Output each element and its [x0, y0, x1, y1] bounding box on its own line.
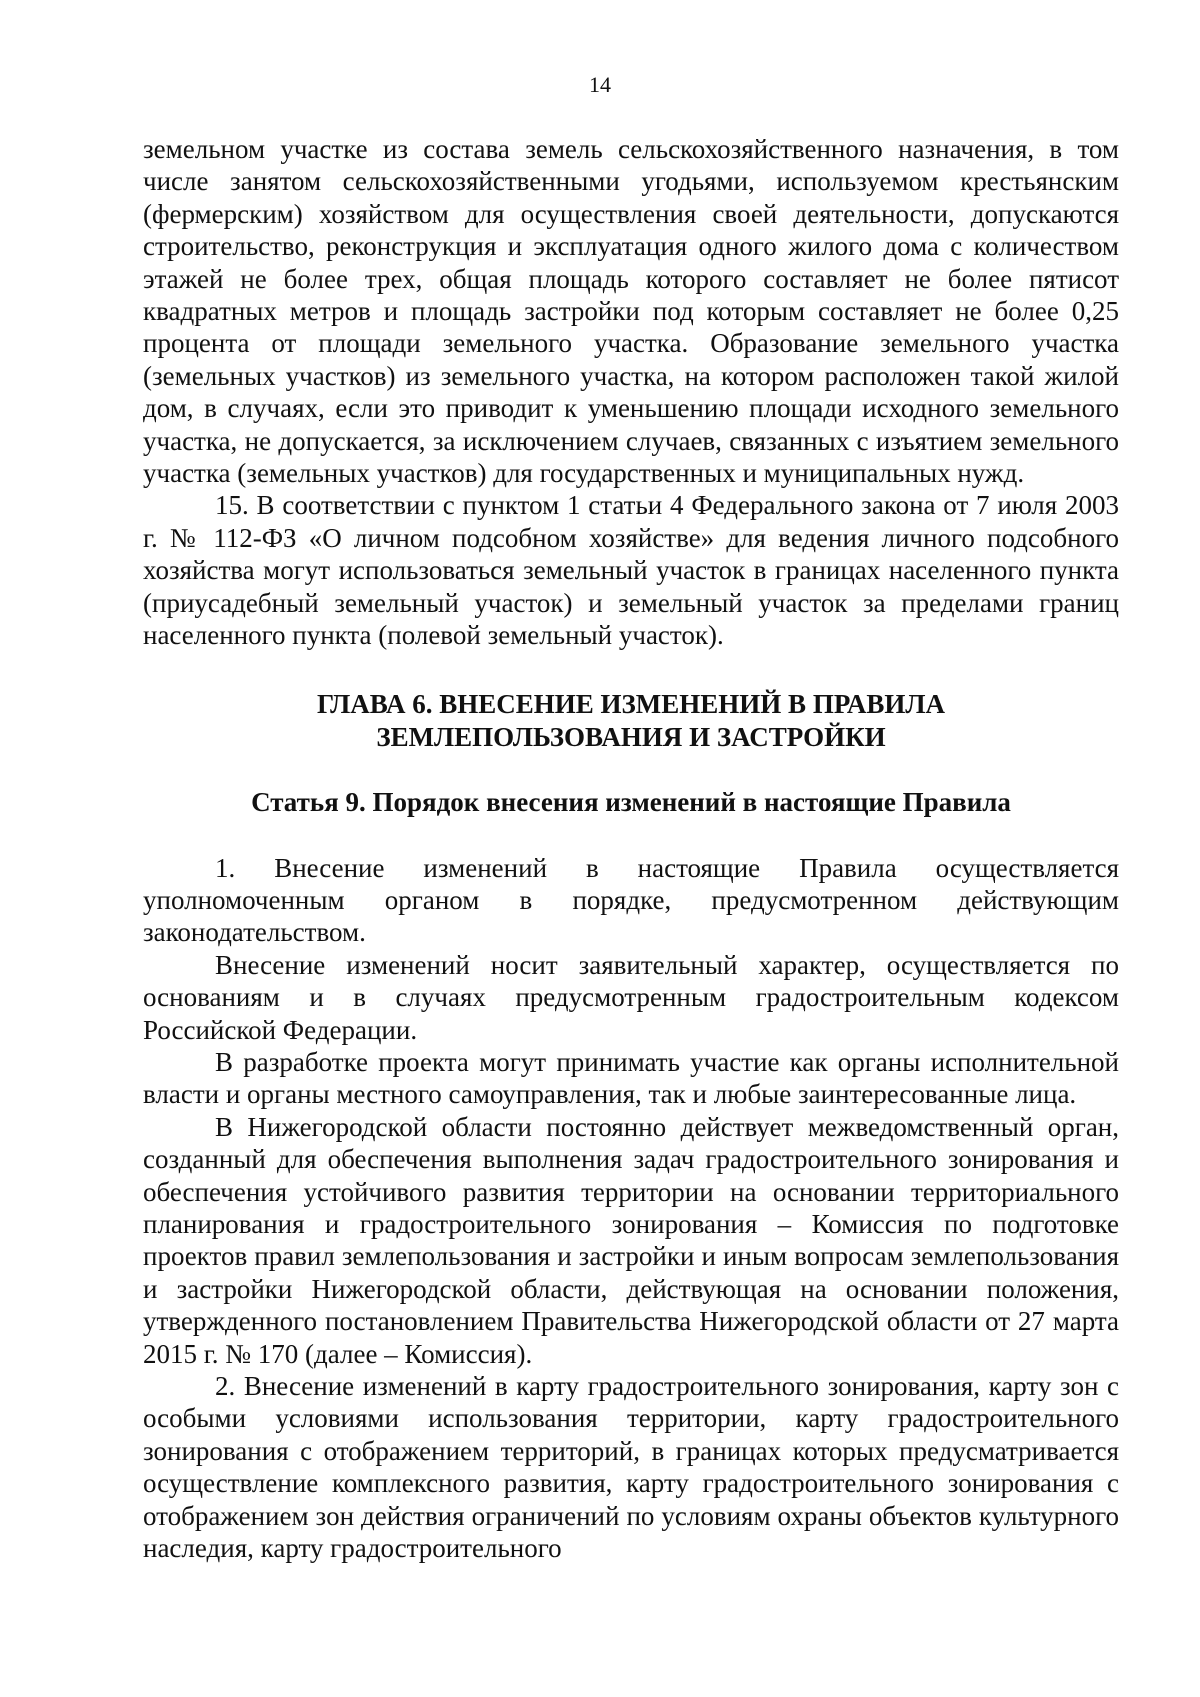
- paragraph-declarative-nature: Внесение изменений носит заявительный характер, осуществляется по основаниям и в случаях предусмотренным градостроительным кодексом Российской Федерации.: [143, 949, 1119, 1045]
- chapter-heading-line-1: ГЛАВА 6. ВНЕСЕНИЕ ИЗМЕНЕНИЙ В ПРАВИЛА: [316, 688, 945, 719]
- chapter-heading-line-2: ЗЕМЛЕПОЛЬЗОВАНИЯ И ЗАСТРОЙКИ: [376, 721, 886, 752]
- page-body: [143, 133, 1119, 1564]
- paragraph-item-1: 1. Внесение изменений в настоящие Правила осуществляется уполномоченным органом в порядке, предусмотренном действующим законодательством.: [143, 852, 1119, 948]
- page-number: 14: [589, 72, 611, 97]
- paragraph-commission: В Нижегородской области постоянно действует межведомственный орган, созданный для обеспечения выполнения задач градостроительного зонирования и обеспечения устойчивого развития территории на основании территориального планирования и градостроительного зонирования – Комиссия по подготовке проектов правил землепользования и застройки и иным вопросам землепользования и застройки Нижегородской области, действующая на основании положения, утвержденного постановлением Правительства Нижегородской области от 27 марта 2015 г. № 170 (далее – Комиссия).: [143, 1111, 1119, 1369]
- article-heading: Статья 9. Порядок внесения изменений в настоящие Правила: [251, 786, 1011, 817]
- paragraph-continued: земельном участке из состава земель сельскохозяйственного назначения, в том числе занятом сельскохозяйственными угодьями, используемом крестьянским (фермерским) хозяйством для осуществления своей деятельности, допускаются строительство, реконструкция и эксплуатация одного жилого дома с количеством этажей не более трех, общая площадь которого составляет не более пятисот квадратных метров и площадь застройки под которым составляет не более 0,25 процента от площади земельного участка. Образование земельного участка (земельных участков) из земельного участка, на котором расположен такой жилой дом, в случаях, если это приводит к уменьшению площади исходного земельного участка, не допускается, за исключением случаев, связанных с изъятием земельного участка (земельных участков) для государственных и муниципальных нужд.: [143, 134, 1119, 489]
- article-body: [143, 852, 1119, 1565]
- paragraph-item-2: 2. Внесение изменений в карту градостроительного зонирования, карту зон с особыми условиями использования территории, карту градостроительного зонирования с отображением территорий, в границах которых предусматривается осуществление комплексного развития, карту градостроительного зонирования с отображением зон действия ограничений по условиям охраны объектов культурного наследия, карту градостроительного: [143, 1371, 1119, 1564]
- paragraph-participants: В разработке проекта могут принимать участие как органы исполнительной власти и органы местного самоуправления, так и любые заинтересованные лица.: [143, 1046, 1119, 1110]
- chapter-heading: [143, 688, 1119, 754]
- paragraph-item-15: 15. В соответствии с пунктом 1 статьи 4 Федерального закона от 7 июля 2003 г. № 112-ФЗ «О личном подсобном хозяйстве» для ведения личного подсобного хозяйства могут использоваться земельный участок в границах населенного пункта (приусадебный земельный участок) и земельный участок за пределами границ населенного пункта (полевой земельный участок).: [143, 490, 1119, 651]
